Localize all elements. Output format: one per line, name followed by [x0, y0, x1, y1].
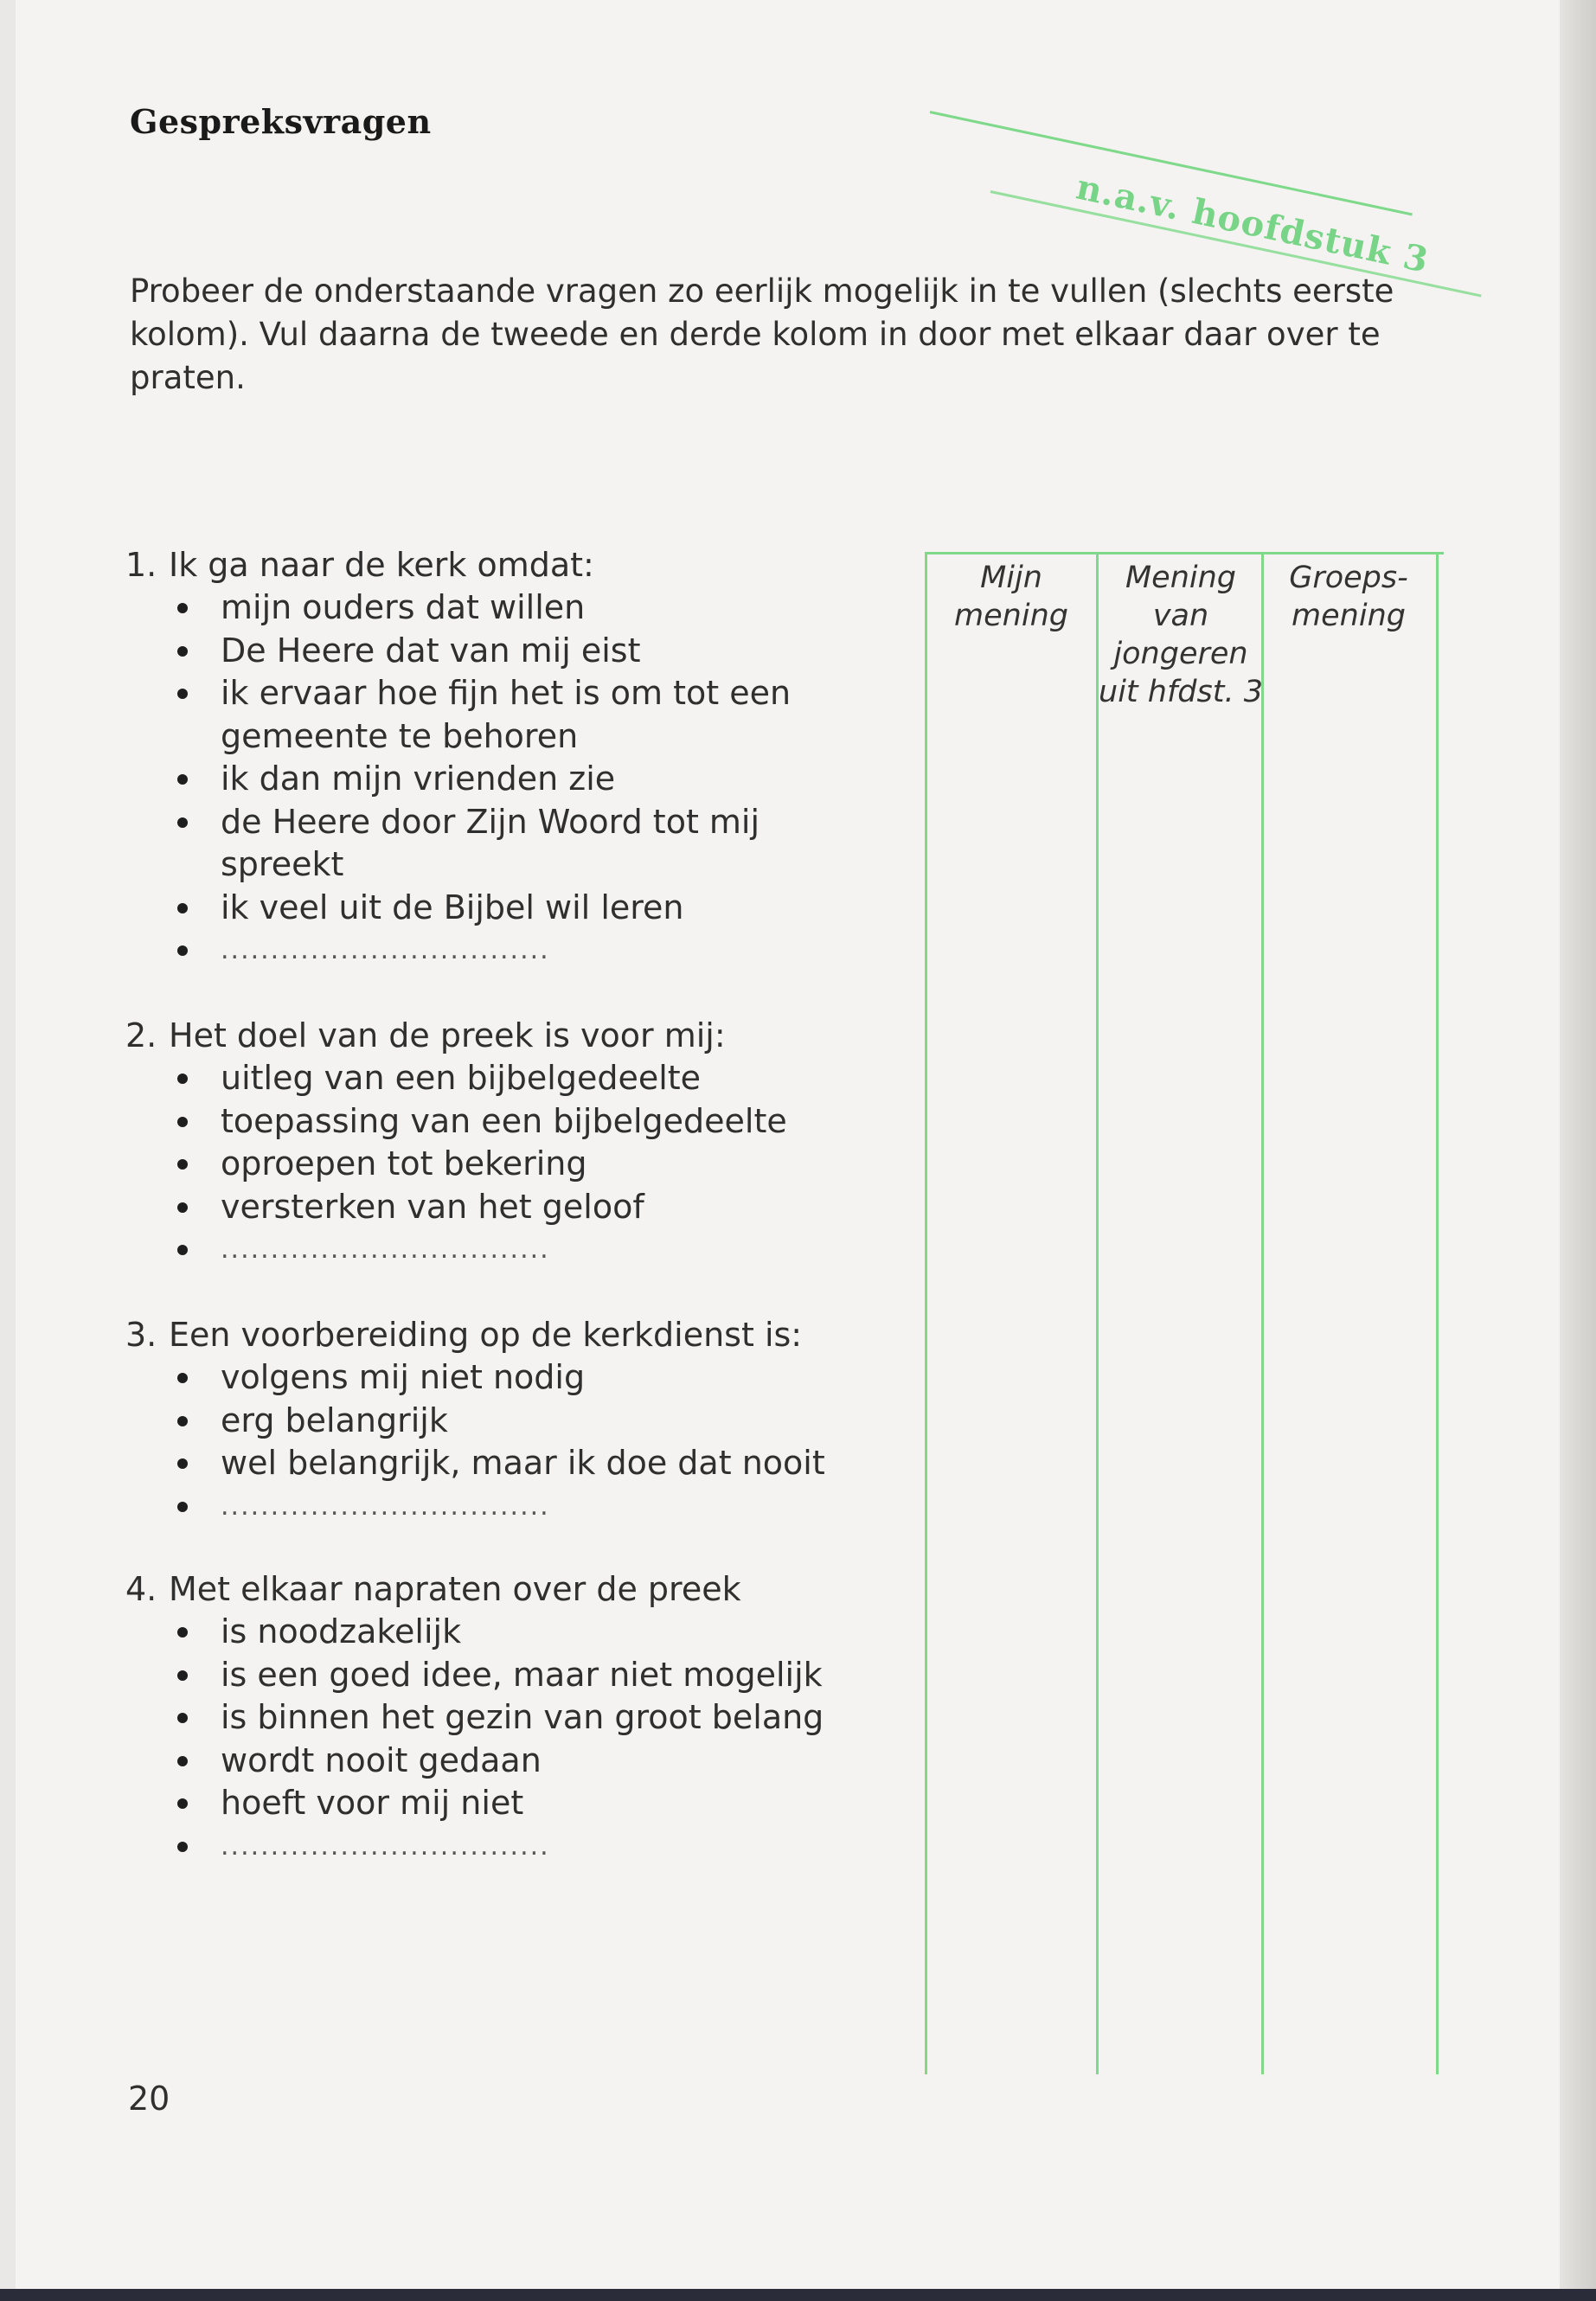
fill-in-line[interactable]: ................................. — [125, 1228, 887, 1272]
table-top-border — [926, 552, 1444, 554]
option-item: is noodzakelijk — [125, 1611, 887, 1654]
question-stem — [125, 1014, 904, 1057]
question-text: Een voorbereiding op de kerkdienst is: — [169, 1316, 803, 1354]
chapter-stamp — [930, 104, 1449, 281]
option-item: is binnen het gezin van groot belang — [125, 1696, 887, 1740]
question-number: 4. — [125, 1570, 157, 1608]
option-item: wel belangrijk, maar ik doe dat nooit — [125, 1442, 887, 1485]
question-text: Met elkaar napraten over de preek — [169, 1570, 741, 1608]
option-item: uitleg van een bijbelgedeelte — [125, 1057, 887, 1100]
option-item: is een goed idee, maar niet mogelijk — [125, 1654, 887, 1697]
table-divider-1 — [1096, 552, 1099, 2074]
fill-in-line[interactable]: ................................. — [125, 929, 887, 972]
question-1 — [125, 543, 904, 972]
option-list — [125, 1611, 904, 1868]
question-stem — [125, 543, 904, 586]
option-item: ik dan mijn vrienden zie — [125, 758, 887, 801]
option-list — [125, 1057, 904, 1272]
question-stem — [125, 1567, 904, 1611]
option-item: hoeft voor mij niet — [125, 1782, 887, 1825]
option-list — [125, 586, 904, 972]
page-number: 20 — [128, 2080, 170, 2118]
option-item: erg belangrijk — [125, 1400, 887, 1443]
option-item: De Heere dat van mij eist — [125, 630, 887, 673]
option-item: oproepen tot bekering — [125, 1143, 887, 1186]
question-number: 2. — [125, 1016, 157, 1054]
question-stem — [125, 1313, 904, 1356]
intro-paragraph: Probeer de onderstaande vragen zo eerlijk mogelijk in te vullen (slechts eerste kolom). Vul daarna de tweede en derde kolom in door met elkaar daar over te praten. — [130, 272, 1394, 396]
option-item: versterken van het geloof — [125, 1186, 887, 1229]
table-divider-2 — [1261, 552, 1264, 2074]
page-gutter — [1560, 0, 1596, 2301]
scan-edge — [0, 2289, 1596, 2301]
table-border-right — [1436, 552, 1439, 2074]
stamp-text: n.a.v. hoofdstuk 3 — [1073, 166, 1433, 281]
option-item: wordt nooit gedaan — [125, 1740, 887, 1783]
question-number: 3. — [125, 1316, 157, 1354]
option-item: mijn ouders dat willen — [125, 586, 887, 630]
column-header-jongeren: Mening van jongeren uit hfdst. 3 — [1099, 561, 1263, 709]
option-item: toepassing van een bijbelgedeelte — [125, 1100, 887, 1144]
option-list — [125, 1356, 904, 1528]
option-item: de Heere door Zijn Woord tot mij spreekt — [125, 801, 887, 887]
question-4 — [125, 1567, 904, 1868]
table-border-left — [925, 552, 927, 2074]
question-2 — [125, 1014, 904, 1272]
option-item: ik ervaar hoe fijn het is om tot een gemeente te behoren — [125, 672, 887, 758]
option-item: ik veel uit de Bijbel wil leren — [125, 887, 887, 930]
fill-in-line[interactable]: ................................. — [125, 1825, 887, 1868]
question-text: Het doel van de preek is voor mij: — [169, 1016, 726, 1054]
option-item: volgens mij niet nodig — [125, 1356, 887, 1400]
page-title: Gespreksvragen — [130, 102, 432, 141]
answer-table — [919, 552, 1444, 2074]
column-header-mijn-mening: Mijn mening — [954, 561, 1068, 633]
question-text: Ik ga naar de kerk omdat: — [169, 546, 594, 584]
column-header-groepsmening: Groeps- mening — [1289, 561, 1408, 633]
question-3 — [125, 1313, 904, 1528]
fill-in-line[interactable]: ................................. — [125, 1485, 887, 1529]
question-number: 1. — [125, 546, 157, 584]
